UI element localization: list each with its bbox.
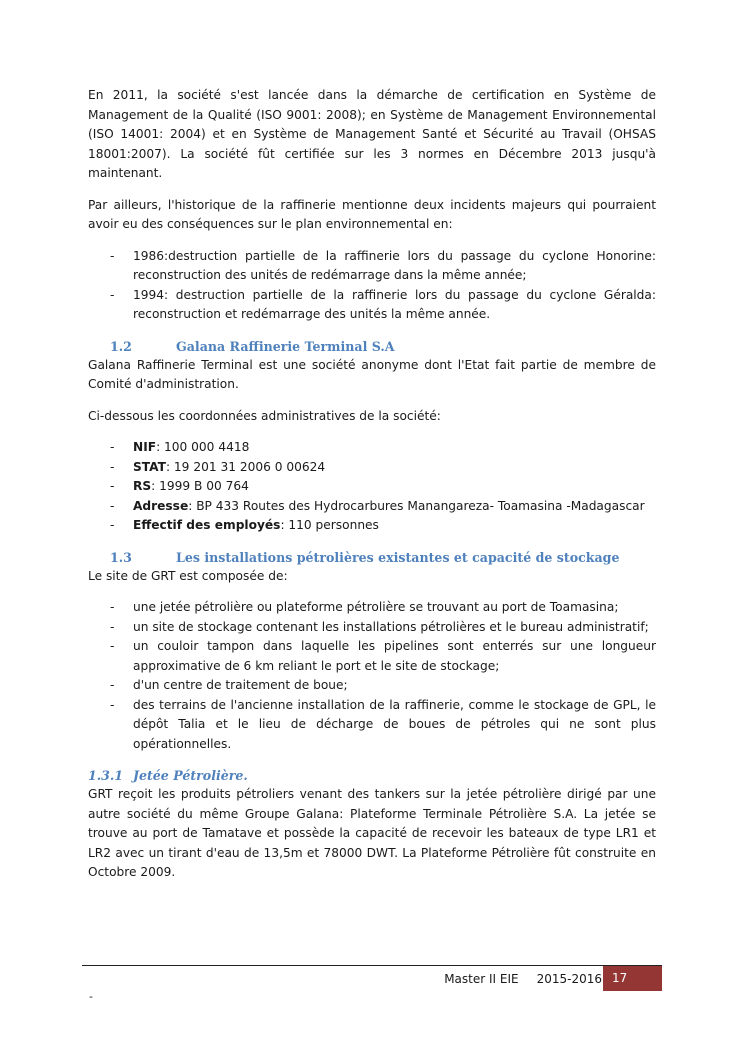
footer-mark: - [89, 990, 93, 1003]
list-item: - STAT: 19 201 31 2006 0 00624 [110, 459, 326, 474]
intro-paragraph-2: Par ailleurs, l'historique de la raffinerie mentionne deux incidents majeurs qui pourraient avoir eu des conséquences sur le plan environnemental en: [88, 197, 656, 231]
intro-paragraph-1: En 2011, la société s'est lancée dans la démarche de certification en Système de Management de la Qualité (ISO 9001: 2008); en Système de Management Environnemental (ISO 14001: 2004) et en Système de Management Santé et Sécurité au Travail (OHSAS 18001:2007). La société fût certifiée sur les 3 normes en Décembre 2013 jusqu'à maintenant. [88, 88, 656, 180]
bullet-dash: - [110, 248, 115, 263]
footer-years: 2015-2016 [536, 972, 602, 986]
list-item: - un site de stockage contenant les installations pétrolières et le bureau administratif; [110, 619, 649, 634]
page-number: 17 [603, 966, 662, 991]
page-body [88, 86, 656, 895]
company-details-list [88, 438, 656, 536]
bullet-dash: - [110, 287, 115, 302]
section-1-2-paragraph: Galana Raffinerie Terminal est une société anonyme dont l'Etat fait partie de membre de Comité d'administration. [88, 357, 656, 391]
footer-text [402, 967, 602, 991]
list-item: - d'un centre de traitement de boue; [110, 678, 348, 692]
section-heading-1-2: 1.2 Galana Raffinerie Terminal S.A [110, 338, 395, 354]
list-item: - une jetée pétrolière ou plateforme pétrolière se trouvant au port de Toamasina; [110, 600, 619, 614]
list-item: - des terrains de l'ancienne installation de la raffinerie, comme le stockage de GPL, le dépôt Talia et le lieu de décharge de boues de pétroles qui ne sont plus opérationnelles. [110, 697, 656, 751]
list-item: - Effectif des employés: 110 personnes [110, 518, 379, 532]
list-item: - NIF: 100 000 4418 [110, 440, 250, 454]
section-1-2-intro: Ci-dessous les coordonnées administratives de la société: [88, 408, 441, 423]
list-item: - RS: 1999 B 00 764 [110, 479, 249, 493]
site-components-list [88, 598, 656, 754]
footer-program: Master II EIE [444, 972, 519, 986]
section-heading-1-3: 1.3 Les installations pétrolières existantes et capacité de stockage [110, 549, 620, 565]
section-1-3-1-paragraph: GRT reçoit les produits pétroliers venant des tankers sur la jetée pétrolière dirigé par une autre société du même Groupe Galana: Plateforme Terminale Pétrolière S.A. La jetée se trouve au port de Tamatave et possède la capacité de recevoir les bateaux de type LR1 et LR2 avec un tirant d'eau de 13,5m et 78000 DWT. La Plateforme Pétrolière fût construite en Octobre 2009. [88, 787, 656, 879]
list-item: - 1994: destruction partielle de la raffinerie lors du passage du cyclone Géralda: reconstruction et redémarrage des unités la même année. [110, 287, 656, 321]
section-1-3-intro: Le site de GRT est composée de: [88, 568, 288, 583]
footer-divider [82, 965, 662, 966]
incidents-list [88, 247, 656, 325]
list-item: - un couloir tampon dans laquelle les pipelines sont enterrés sur une longueur approximative de 6 km reliant le port et le site de stockage; [110, 639, 656, 673]
section-heading-1-3-1: 1.3.1 Jetée Pétrolière. [88, 768, 248, 783]
list-item: - 1986:destruction partielle de la raffinerie lors du passage du cyclone Honorine: reconstruction des unités de redémarrage dans la même année; [110, 248, 656, 282]
list-item: - Adresse: BP 433 Routes des Hydrocarbures Manangareza- Toamasina -Madagascar [110, 498, 645, 513]
